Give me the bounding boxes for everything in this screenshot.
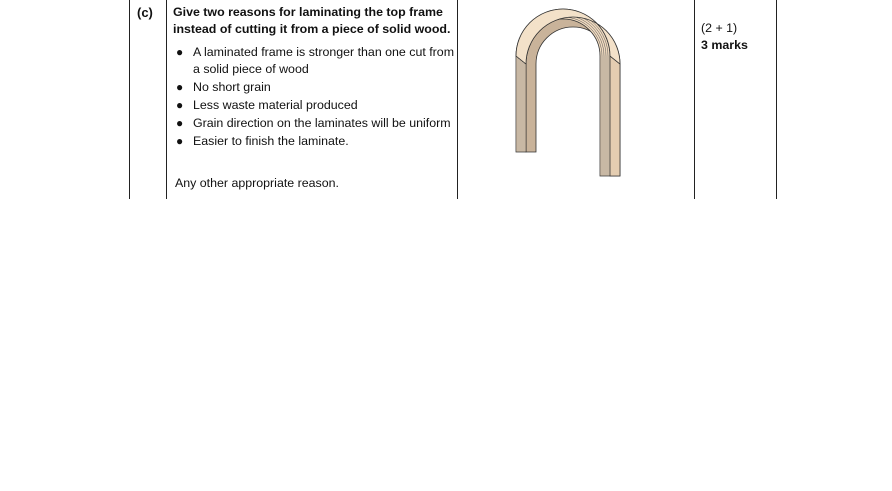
table-border-label-column: [166, 0, 167, 199]
table-border-answer-column: [457, 0, 458, 199]
bullet-icon: ●: [176, 134, 184, 148]
laminated-arch-frame-icon: [505, 6, 641, 182]
answer-text: A laminated frame is stronger than one cut from a solid piece of wood: [193, 45, 455, 76]
marks-box: [701, 20, 748, 54]
answer-text: Grain direction on the laminates will be uniform: [193, 116, 451, 130]
bullet-icon: ●: [176, 80, 184, 94]
table-border-left: [129, 0, 130, 199]
answer-text: Easier to finish the laminate.: [193, 134, 349, 148]
answer-list: [173, 44, 455, 151]
answer-item: [173, 97, 455, 114]
table-border-figure-column: [694, 0, 695, 199]
bullet-icon: ●: [176, 45, 184, 59]
bullet-icon: ●: [176, 98, 184, 112]
answer-item: [173, 79, 455, 96]
answer-item: [173, 115, 455, 132]
answer-text: Less waste material produced: [193, 98, 358, 112]
table-border-right: [776, 0, 777, 199]
answer-item: [173, 44, 455, 78]
bullet-icon: ●: [176, 116, 184, 130]
marks-breakdown: (2 + 1): [701, 21, 738, 35]
frame-top-surface: [610, 56, 620, 176]
question-prompt: Give two reasons for laminating the top frame instead of cutting it from a piece of solid wood.: [173, 5, 451, 36]
question-part-label: (c): [137, 5, 153, 20]
marks-total: 3 marks: [701, 38, 748, 52]
answer-text: No short grain: [193, 80, 271, 94]
answer-item: [173, 133, 455, 150]
other-reason-note: Any other appropriate reason.: [175, 176, 339, 190]
